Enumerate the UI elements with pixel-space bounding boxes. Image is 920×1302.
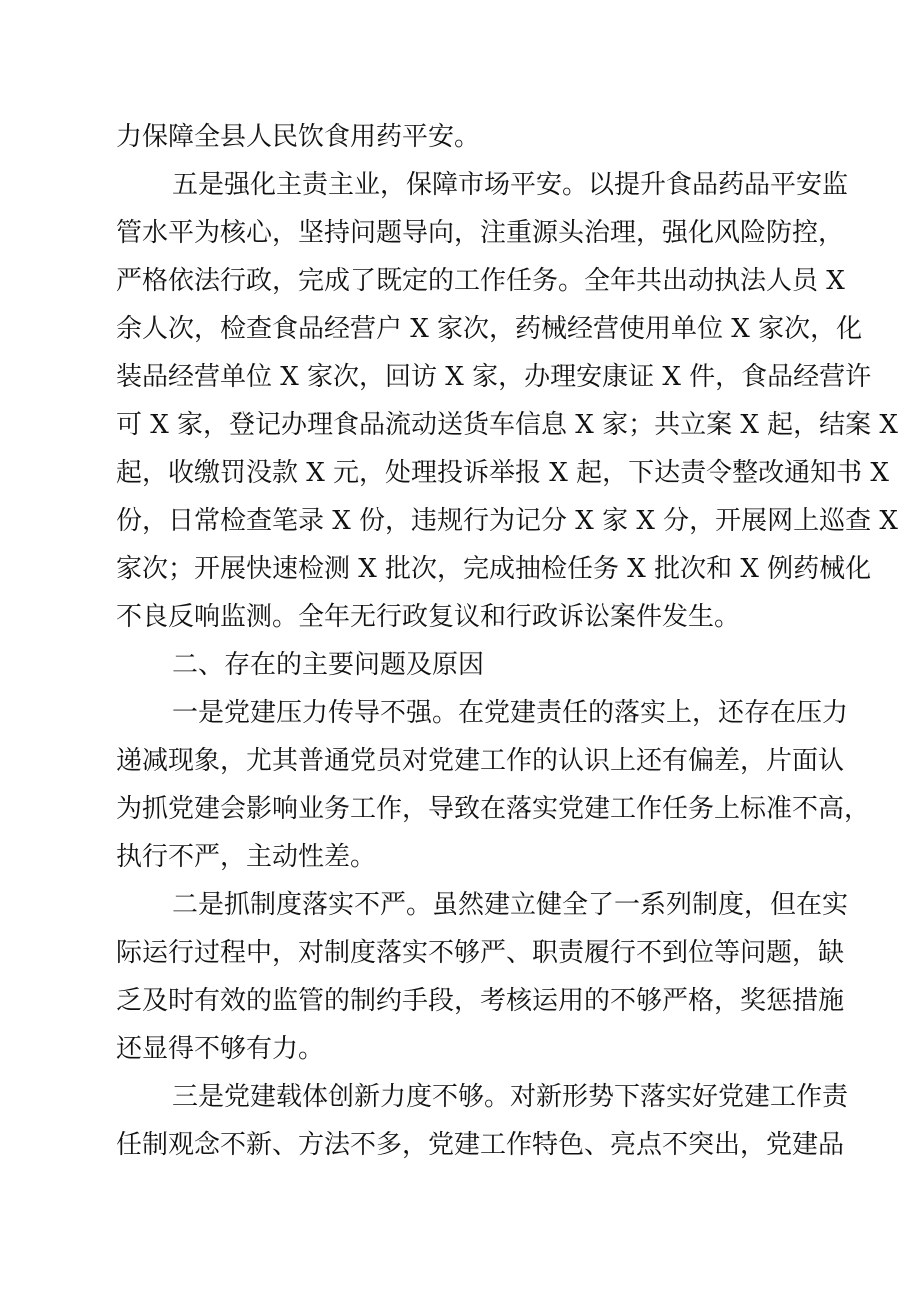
text-line: 乏及时有效的监管的制约手段，考核运用的不够严格，奖惩措施: [116, 986, 845, 1016]
text-line: 可 X 家，登记办理食品流动送货车信息 X 家；共立案 X 起，结案 X: [116, 410, 898, 440]
text-line: 不良反响监测。全年无行政复议和行政诉讼案件发生。: [116, 602, 741, 632]
text-line: 为抓党建会影响业务工作，导致在落实党建工作任务上标准不高，: [116, 794, 871, 824]
text-line: 家次；开展快速检测 X 批次，完成抽检任务 X 批次和 X 例药械化: [116, 554, 872, 584]
text-line: 还显得不够有力。: [116, 1034, 325, 1064]
text-line: 装品经营单位 X 家次，回访 X 家，办理安康证 X 件，食品经营许: [116, 362, 872, 392]
text-line: 际运行过程中，对制度落实不够严、职责履行不到位等问题，缺: [116, 938, 845, 968]
section-heading: 二、存在的主要问题及原因: [172, 650, 485, 680]
paragraph-line: 一是党建压力传导不强。在党建责任的落实上，还存在压力: [172, 698, 849, 728]
paragraph-line: 三是党建载体创新力度不够。对新形势下落实好党建工作责: [172, 1082, 849, 1112]
text-line: 力保障全县人民饮食用药平安。: [116, 122, 481, 152]
text-line: 份，日常检查笔录 X 份，违规行为记分 X 家 X 分，开展网上巡查 X: [116, 506, 898, 536]
text-line: 执行不严，主动性差。: [116, 842, 377, 872]
text-line: 起，收缴罚没款 X 元，处理投诉举报 X 起，下达责令整改通知书 X: [116, 458, 889, 488]
text-line: 管水平为核心，坚持问题导向，注重源头治理，强化风险防控，: [116, 218, 845, 248]
text-line: 递减现象，尤其普通党员对党建工作的认识上还有偏差，片面认: [116, 746, 845, 776]
paragraph-line: 二是抓制度落实不严。虽然建立健全了一系列制度，但在实: [172, 890, 849, 920]
paragraph-line: 五是强化主责主业，保障市场平安。以提升食品药品平安监: [172, 170, 849, 200]
text-line: 余人次，检查食品经营户 X 家次，药械经营使用单位 X 家次，化: [116, 314, 863, 344]
text-line: 任制观念不新、方法不多，党建工作特色、亮点不突出，党建品: [116, 1130, 845, 1160]
text-line: 严格依法行政，完成了既定的工作任务。全年共出动执法人员 X: [116, 266, 845, 296]
